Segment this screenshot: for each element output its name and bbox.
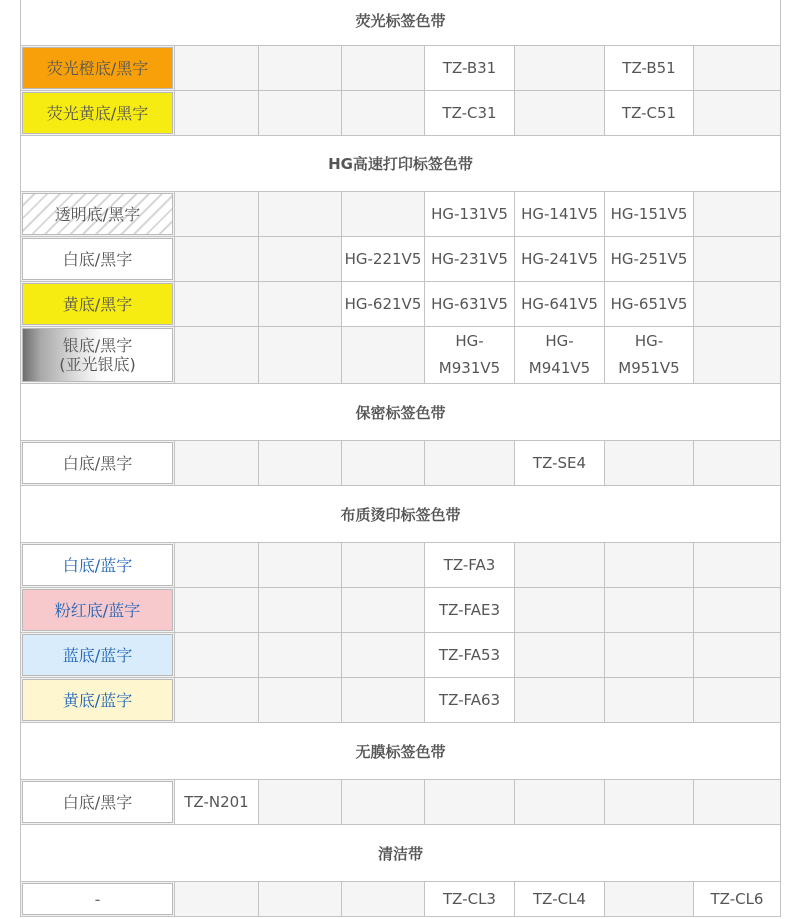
- tape-cell: [694, 46, 781, 91]
- tape-cell: HG-631V5: [425, 282, 515, 327]
- tape-cell: [515, 780, 605, 825]
- tape-cell: [175, 237, 259, 282]
- tape-cell: [694, 633, 781, 678]
- tape-cell: [342, 441, 425, 486]
- tape-cell: HG- M931V5: [425, 327, 515, 384]
- tape-cell: [694, 543, 781, 588]
- table-row: [21, 282, 781, 327]
- tape-cell: [425, 441, 515, 486]
- table-row: [21, 192, 781, 237]
- tape-cell: [694, 237, 781, 282]
- section-header-row: [21, 723, 781, 780]
- table-row: [21, 237, 781, 282]
- table-row: [21, 91, 781, 136]
- tape-cell: [259, 282, 342, 327]
- tape-cell: [175, 441, 259, 486]
- table-row: [21, 633, 781, 678]
- swatch-yellow: 荧光黄底/黑字: [22, 92, 173, 134]
- swatch-pink: 粉红底/蓝字: [22, 589, 173, 631]
- tape-cell: [515, 633, 605, 678]
- tape-cell: [605, 882, 694, 917]
- table-row: [21, 441, 781, 486]
- swatch-white: 白底/黑字: [22, 238, 173, 280]
- label-cell: [21, 192, 175, 237]
- table-row: [21, 882, 781, 917]
- tape-cell: [175, 633, 259, 678]
- label-cell: [21, 633, 175, 678]
- tape-cell: [175, 46, 259, 91]
- tape-cell: HG-151V5: [605, 192, 694, 237]
- section-title-security: 保密标签色带: [21, 384, 781, 441]
- tape-cell: TZ-FA63: [425, 678, 515, 723]
- dash-label: -: [22, 883, 173, 915]
- label-cell: [21, 237, 175, 282]
- tape-cell: TZ-B51: [605, 46, 694, 91]
- tape-cell: [694, 327, 781, 384]
- tape-cell: [342, 588, 425, 633]
- swatch-light-blue: 蓝底/蓝字: [22, 634, 173, 676]
- silver-label: 银底/黑字: [62, 336, 133, 355]
- tape-cell: [515, 46, 605, 91]
- tape-cell: [259, 237, 342, 282]
- tape-cell: [259, 882, 342, 917]
- tape-cell: [425, 780, 515, 825]
- label-cell: [21, 588, 175, 633]
- table-row: [21, 588, 781, 633]
- tape-cell: TZ-B31: [425, 46, 515, 91]
- section-header-row: [21, 384, 781, 441]
- section-title-fluorescent: 荧光标签色带: [21, 0, 781, 46]
- label-cell: [21, 780, 175, 825]
- tape-cell: [342, 327, 425, 384]
- tape-cell: [259, 588, 342, 633]
- table-row: [21, 780, 781, 825]
- tape-cell: [605, 633, 694, 678]
- tape-cell: [342, 46, 425, 91]
- tape-cell: TZ-FAE3: [425, 588, 515, 633]
- swatch-clear: 透明底/黑字: [22, 193, 173, 235]
- swatch-white: 白底/蓝字: [22, 544, 173, 586]
- tape-cell: HG- M951V5: [605, 327, 694, 384]
- tape-cell: TZ-FA53: [425, 633, 515, 678]
- tape-cell: HG-221V5: [342, 237, 425, 282]
- swatch-silver: [22, 328, 173, 382]
- tape-cell: [694, 192, 781, 237]
- tape-cell: [342, 882, 425, 917]
- tape-cell: HG-131V5: [425, 192, 515, 237]
- tape-cell: [605, 780, 694, 825]
- section-title-cleaning: 清洁带: [21, 825, 781, 882]
- section-header-row: [21, 136, 781, 192]
- tape-cell: TZ-SE4: [515, 441, 605, 486]
- swatch-white: 白底/黑字: [22, 442, 173, 484]
- section-header-row: [21, 0, 781, 46]
- tape-cell: [694, 588, 781, 633]
- tape-cell: [259, 46, 342, 91]
- tape-cell: [342, 780, 425, 825]
- tape-cell: TZ-N201: [175, 780, 259, 825]
- section-title-hg: HG高速打印标签色带: [21, 136, 781, 192]
- section-title-fabric: 布质烫印标签色带: [21, 486, 781, 543]
- tape-cell: [175, 282, 259, 327]
- tape-cell: [605, 678, 694, 723]
- label-cell: [21, 543, 175, 588]
- tape-cell: [259, 327, 342, 384]
- tape-cell: [342, 678, 425, 723]
- tape-cell: [342, 192, 425, 237]
- tape-cell: [259, 192, 342, 237]
- tape-cell: [515, 91, 605, 136]
- swatch-white: 白底/黑字: [22, 781, 173, 823]
- tape-cell: [175, 588, 259, 633]
- label-cell: [21, 46, 175, 91]
- tape-cell: HG-651V5: [605, 282, 694, 327]
- tape-cell: [342, 91, 425, 136]
- tape-cell: TZ-CL6: [694, 882, 781, 917]
- tape-cell: HG-141V5: [515, 192, 605, 237]
- tape-cell: HG-251V5: [605, 237, 694, 282]
- swatch-cream: 黄底/蓝字: [22, 679, 173, 721]
- tape-cell: [694, 282, 781, 327]
- tape-cell: TZ-FA3: [425, 543, 515, 588]
- tape-cell: HG-241V5: [515, 237, 605, 282]
- tape-cell: [342, 543, 425, 588]
- table-row: [21, 327, 781, 384]
- tape-cell: [259, 678, 342, 723]
- tape-cell: TZ-CL4: [515, 882, 605, 917]
- tape-cell: [259, 91, 342, 136]
- silver-sublabel: (亚光银底): [59, 355, 136, 374]
- section-title-non-laminated: 无膜标签色带: [21, 723, 781, 780]
- tape-cell: HG-231V5: [425, 237, 515, 282]
- section-header-row: [21, 825, 781, 882]
- tape-cell: TZ-C31: [425, 91, 515, 136]
- tape-cell: [694, 780, 781, 825]
- tape-cell: [515, 588, 605, 633]
- tape-cell: [175, 91, 259, 136]
- label-cell: [21, 441, 175, 486]
- tape-cell: [259, 543, 342, 588]
- tape-cell: [694, 678, 781, 723]
- tape-cell: [175, 678, 259, 723]
- swatch-yellow: 黄底/黑字: [22, 283, 173, 325]
- tape-cell: TZ-CL3: [425, 882, 515, 917]
- tape-cell: HG-641V5: [515, 282, 605, 327]
- tape-cell: [694, 441, 781, 486]
- section-header-row: [21, 486, 781, 543]
- tape-cell: [515, 543, 605, 588]
- label-cell: [21, 91, 175, 136]
- tape-cell: [605, 588, 694, 633]
- tape-cell: [259, 780, 342, 825]
- tape-cell: HG- M941V5: [515, 327, 605, 384]
- label-cell: [21, 678, 175, 723]
- tape-cell: [175, 192, 259, 237]
- tape-cell: [175, 327, 259, 384]
- table-row: [21, 46, 781, 91]
- tape-cell: [259, 441, 342, 486]
- table-row: [21, 543, 781, 588]
- tape-cell: [515, 678, 605, 723]
- label-cell: [21, 327, 175, 384]
- tape-cell: [259, 633, 342, 678]
- tape-cell: [605, 441, 694, 486]
- tape-cell: HG-621V5: [342, 282, 425, 327]
- table-row: [21, 678, 781, 723]
- tape-cell: [342, 633, 425, 678]
- tape-cell: [175, 882, 259, 917]
- tape-cell: [175, 543, 259, 588]
- label-cell: [21, 282, 175, 327]
- tape-cell: [694, 91, 781, 136]
- tape-table: [20, 0, 781, 917]
- tape-cell: TZ-C51: [605, 91, 694, 136]
- label-cell: [21, 882, 175, 917]
- tape-cell: [605, 543, 694, 588]
- swatch-orange: 荧光橙底/黑字: [22, 47, 173, 89]
